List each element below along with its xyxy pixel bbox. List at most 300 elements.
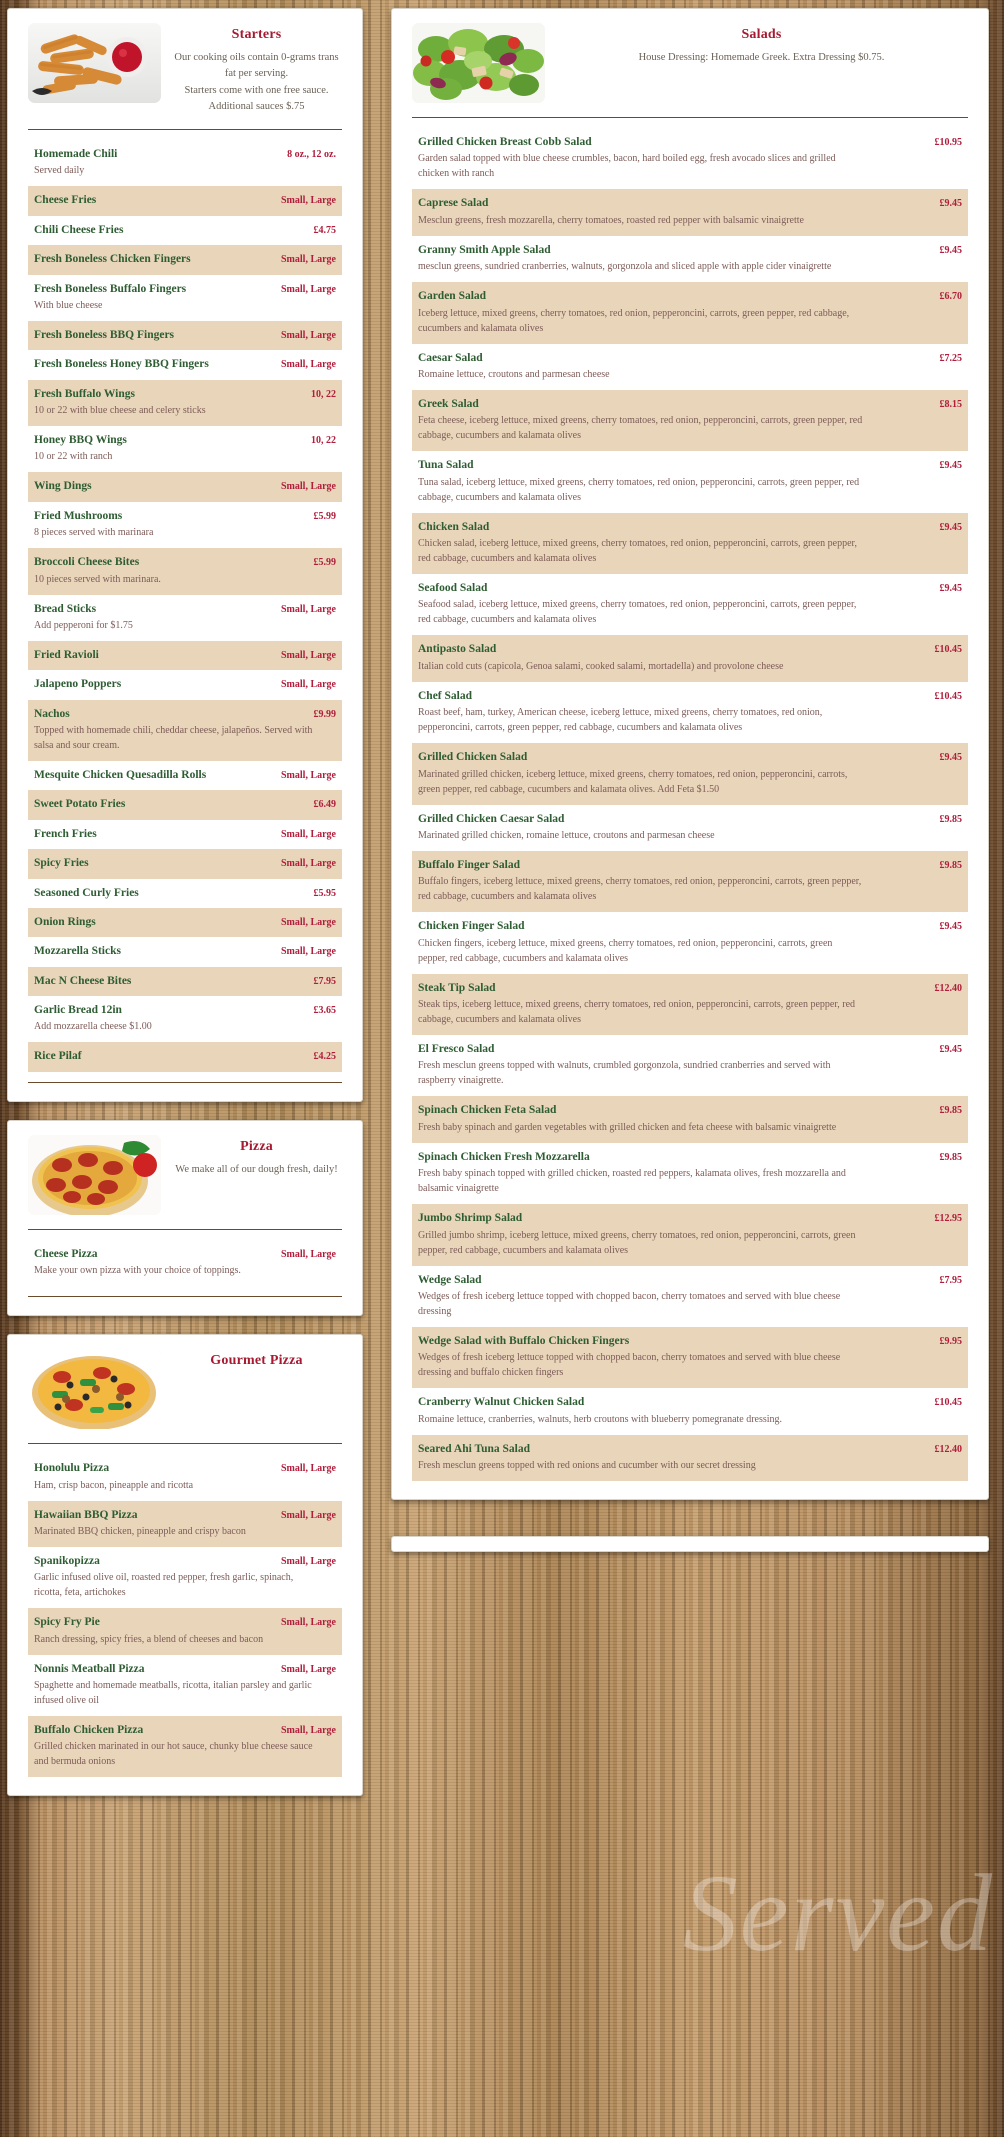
menu-item-price: Small, Large bbox=[281, 1617, 336, 1629]
menu-item-price: Small, Large bbox=[281, 679, 336, 691]
menu-item-header bbox=[418, 1395, 962, 1409]
supreme-pizza-photo bbox=[28, 1349, 161, 1429]
menu-item-description: Wedges of fresh iceberg lettuce topped with chopped bacon, cherry tomatoes and served with blue cheese dressing bbox=[418, 1290, 841, 1317]
menu-item-name: Seasoned Curly Fries bbox=[34, 886, 139, 899]
menu-item-price: £9.85 bbox=[939, 1105, 962, 1117]
menu-item-price: Small, Large bbox=[281, 649, 336, 661]
menu-item-description: Ham, crisp bacon, pineapple and ricotta bbox=[34, 1479, 194, 1491]
menu-item-name: Bread Sticks bbox=[34, 602, 97, 615]
menu-item-header bbox=[418, 689, 962, 703]
menu-item-name: Nachos bbox=[34, 707, 70, 720]
menu-item-row[interactable] bbox=[28, 321, 342, 350]
menu-item-row[interactable] bbox=[28, 1716, 342, 1777]
menu-item-description: Feta cheese, iceberg lettuce, mixed greens, cherry tomatoes, red onion, pepperoncini, carrots, green pepper, red cabbage, cucumbers and kalamata olives bbox=[418, 415, 863, 442]
menu-item-description: Garlic infused olive oil, roasted red pepper, fresh garlic, spinach, ricotta, feta, artichokes bbox=[34, 1572, 294, 1599]
menu-item-description: Served daily bbox=[34, 165, 85, 177]
menu-item-price: £4.25 bbox=[313, 1051, 336, 1063]
menu-item-row[interactable] bbox=[28, 502, 342, 548]
menu-item-description: Romaine lettuce, cranberries, walnuts, herb croutons with blueberry pomegranate dressing. bbox=[418, 1413, 783, 1425]
menu-item-row[interactable] bbox=[28, 670, 342, 699]
menu-item-price: £9.85 bbox=[939, 859, 962, 871]
menu-item-price: 10, 22 bbox=[311, 388, 336, 400]
menu-item-price: £10.45 bbox=[934, 690, 962, 702]
menu-item-price: Small, Large bbox=[281, 1509, 336, 1521]
menu-item-header bbox=[418, 196, 962, 210]
menu-item-price: £10.45 bbox=[934, 1397, 962, 1409]
menu-item-description: 8 pieces served with marinara bbox=[34, 527, 154, 539]
menu-item-price: £3.65 bbox=[313, 1005, 336, 1017]
menu-item-header bbox=[418, 1103, 962, 1117]
menu-item-name: Buffalo Chicken Pizza bbox=[34, 1724, 144, 1737]
menu-item-name: Fried Ravioli bbox=[34, 648, 99, 661]
menu-item-price: £6.70 bbox=[939, 291, 962, 303]
divider bbox=[28, 129, 342, 130]
menu-item-price: £9.95 bbox=[939, 1335, 962, 1347]
menu-item-price: Small, Large bbox=[281, 1663, 336, 1675]
menu-item-header bbox=[418, 351, 962, 365]
menu-item-price: Small, Large bbox=[281, 770, 336, 782]
menu-item-row[interactable] bbox=[28, 426, 342, 472]
menu-item-price: £9.45 bbox=[939, 244, 962, 256]
menu-item-header bbox=[34, 768, 336, 782]
section-notes bbox=[171, 1162, 342, 1178]
menu-item-header bbox=[34, 944, 336, 958]
menu-item-header bbox=[418, 1273, 962, 1287]
menu-item-name: Sweet Potato Fries bbox=[34, 798, 126, 811]
menu-item-name: Wedge Salad bbox=[418, 1273, 482, 1286]
menu-item-row[interactable] bbox=[28, 216, 342, 245]
menu-item-row[interactable] bbox=[412, 1435, 968, 1481]
menu-item-description: Make your own pizza with your choice of toppings. bbox=[34, 1265, 241, 1277]
menu-item-description: Steak tips, iceberg lettuce, mixed greens, cherry tomatoes, red onion, pepperoncini, carrots, green pepper, red cabbage, cucumbers and kalamata olives bbox=[418, 999, 856, 1025]
pepperoni-pizza-photo bbox=[28, 1135, 161, 1215]
menu-item-description: Mesclun greens, fresh mozzarella, cherry tomatoes, roasted red pepper with balsamic vinaigrette bbox=[418, 214, 804, 226]
menu-item-price: Small, Large bbox=[281, 1248, 336, 1260]
menu-item-header bbox=[34, 223, 336, 237]
menu-item-name: Seafood Salad bbox=[418, 582, 488, 594]
menu-item-description: Add pepperoni for $1.75 bbox=[34, 619, 133, 631]
menu-item-price: 10, 22 bbox=[311, 435, 336, 447]
menu-item-header bbox=[34, 648, 336, 662]
menu-item-name: Spicy Fries bbox=[34, 857, 89, 870]
menu-item-row[interactable] bbox=[412, 513, 968, 574]
section-text-salads bbox=[555, 23, 968, 66]
menu-item-header bbox=[34, 974, 336, 988]
menu-item-row[interactable] bbox=[412, 236, 968, 282]
menu-item-price: Small, Large bbox=[281, 916, 336, 928]
menu-item-price: £9.45 bbox=[939, 198, 962, 210]
menu-item-price: £8.15 bbox=[939, 398, 962, 410]
menu-item-description: Wedges of fresh iceberg lettuce topped with chopped bacon, cherry tomatoes and served with blue cheese dressing and buffalo chicken fingers bbox=[418, 1352, 841, 1379]
menu-item-header bbox=[34, 1247, 336, 1261]
menu-item-name: Tuna Salad bbox=[418, 459, 474, 472]
menu-item-name: Grilled Chicken Salad bbox=[418, 751, 528, 764]
menu-item-row[interactable] bbox=[412, 1266, 968, 1327]
menu-item-price: Small, Large bbox=[281, 1463, 336, 1475]
menu-item-name: Broccoli Cheese Bites bbox=[34, 556, 140, 569]
menu-item-header bbox=[34, 1508, 336, 1522]
menu-item-row[interactable] bbox=[412, 189, 968, 235]
menu-item-header bbox=[34, 1662, 336, 1676]
menu-item-name: Wedge Salad with Buffalo Chicken Fingers bbox=[418, 1334, 630, 1347]
menu-item-row[interactable] bbox=[28, 820, 342, 849]
menu-item-header bbox=[418, 397, 962, 411]
menu-item-row[interactable] bbox=[412, 743, 968, 804]
menu-item-name: Jumbo Shrimp Salad bbox=[418, 1212, 523, 1225]
menu-item-header bbox=[34, 827, 336, 841]
menu-item-price: £7.95 bbox=[939, 1274, 962, 1286]
menu-item-price: £9.99 bbox=[313, 708, 336, 720]
section-note-line: House Dressing: Homemade Greek. Extra Dressing $0.75. bbox=[638, 52, 885, 63]
menu-item-row[interactable] bbox=[28, 967, 342, 996]
menu-item-name: Nonnis Meatball Pizza bbox=[34, 1662, 145, 1675]
menu-item-header bbox=[34, 509, 336, 523]
section-panel-gourmet-pizza bbox=[7, 1334, 363, 1796]
next-section-panel-stub bbox=[391, 1536, 989, 1552]
section-notes bbox=[171, 50, 342, 115]
menu-item-row[interactable] bbox=[28, 548, 342, 594]
watermark: Served bbox=[682, 1852, 994, 1974]
item-list-pizza bbox=[28, 1240, 342, 1286]
menu-item-name: Fresh Boneless Honey BBQ Fingers bbox=[34, 358, 209, 371]
menu-item-header bbox=[34, 479, 336, 493]
menu-item-row[interactable] bbox=[412, 1327, 968, 1388]
menu-item-price: £5.99 bbox=[313, 557, 336, 569]
menu-item-header bbox=[418, 642, 962, 656]
menu-item-name: Garlic Bread 12in bbox=[34, 1004, 122, 1017]
menu-item-price: £9.45 bbox=[939, 1044, 962, 1055]
menu-item-header bbox=[34, 433, 336, 447]
menu-item-row[interactable] bbox=[28, 879, 342, 908]
menu-item-description: Marinated grilled chicken, iceberg lettuce, mixed greens, cherry tomatoes, red onion, pepperoncini, carrots, green pepper, red cabbage, cucumbers and kalamata olives. Add Feta $1.50 bbox=[418, 768, 848, 795]
menu-item-description: Fresh baby spinach topped with grilled chicken, roasted red peppers, kalamata olives, fresh mozzarella and balsamic vinaigrette bbox=[418, 1168, 846, 1195]
section-text-starters bbox=[171, 23, 342, 115]
menu-item-header bbox=[34, 856, 336, 870]
menu-item-header bbox=[34, 193, 336, 207]
menu-item-name: Homemade Chili bbox=[34, 148, 118, 161]
menu-item-description: Fresh mesclun greens topped with walnuts, crumbled gorgonzola, sundried cranberries and served with raspberry vinaigrette. bbox=[418, 1060, 831, 1087]
menu-item-price: £10.95 bbox=[934, 137, 962, 148]
menu-item-name: French Fries bbox=[34, 827, 97, 840]
menu-item-header bbox=[418, 289, 962, 303]
divider bbox=[28, 1229, 342, 1230]
menu-item-name: Granny Smith Apple Salad bbox=[418, 243, 551, 256]
menu-item-name: Cheese Pizza bbox=[34, 1247, 98, 1260]
menu-item-description: 10 or 22 with blue cheese and celery sticks bbox=[34, 405, 206, 417]
menu-item-header bbox=[418, 919, 962, 933]
menu-item-header bbox=[418, 1211, 962, 1225]
section-note-line: Our cooking oils contain 0-grams trans fat per serving. bbox=[174, 52, 339, 80]
menu-item-name: Fresh Boneless Buffalo Fingers bbox=[34, 282, 187, 295]
menu-item-name: Cranberry Walnut Chicken Salad bbox=[418, 1396, 585, 1409]
section-title: Salads bbox=[741, 27, 782, 42]
menu-item-price: Small, Large bbox=[281, 329, 336, 341]
menu-item-header bbox=[418, 458, 962, 472]
menu-item-header bbox=[34, 1615, 336, 1629]
menu-item-row[interactable] bbox=[412, 1143, 968, 1204]
item-list-gourmet-pizza bbox=[28, 1454, 342, 1777]
menu-item-row[interactable] bbox=[412, 1204, 968, 1265]
menu-item-header bbox=[34, 1049, 336, 1063]
section-note-line: We make all of our dough fresh, daily! bbox=[175, 1163, 338, 1175]
menu-item-description: Romaine lettuce, croutons and parmesan cheese bbox=[418, 368, 610, 380]
menu-item-header bbox=[34, 1723, 336, 1737]
menu-item-price: Small, Large bbox=[281, 254, 336, 266]
menu-item-name: Mac N Cheese Bites bbox=[34, 974, 132, 987]
menu-item-price: Small, Large bbox=[281, 481, 336, 493]
menu-item-description: Tuna salad, iceberg lettuce, mixed greens, cherry tomatoes, red onion, pepperoncini, carrots, green pepper, red cabbage, cucumbers and kalamata olives bbox=[418, 476, 860, 503]
menu-item-row[interactable] bbox=[28, 790, 342, 819]
menu-item-price: Small, Large bbox=[281, 858, 336, 870]
menu-item-row[interactable] bbox=[28, 1240, 342, 1286]
menu-item-price: £9.85 bbox=[939, 813, 962, 825]
section-text-pizza bbox=[171, 1135, 342, 1178]
section-header-pizza bbox=[28, 1135, 342, 1225]
menu-item-description: Fresh mesclun greens topped with red onions and cucumber with our secret dressing bbox=[418, 1460, 756, 1471]
menu-item-row[interactable] bbox=[28, 1608, 342, 1654]
menu-item-row[interactable] bbox=[28, 1454, 342, 1500]
menu-item-row[interactable] bbox=[412, 974, 968, 1035]
menu-item-price: £9.45 bbox=[939, 752, 962, 764]
menu-item-price: £9.45 bbox=[939, 583, 962, 594]
menu-item-description: Garden salad topped with blue cheese crumbles, bacon, hard boiled egg, fresh avocado slices and grilled chicken with ranch bbox=[418, 153, 836, 180]
menu-item-price: £12.95 bbox=[934, 1213, 962, 1225]
menu-item-description: 10 pieces served with marinara. bbox=[34, 573, 161, 585]
menu-item-price: Small, Large bbox=[281, 1555, 336, 1567]
menu-item-header bbox=[34, 1003, 336, 1017]
menu-item-header bbox=[418, 981, 962, 995]
menu-item-row[interactable] bbox=[28, 849, 342, 878]
menu-item-description: mesclun greens, sundried cranberries, walnuts, gorgonzola and sliced apple with apple cider vinaigrette bbox=[418, 261, 832, 273]
menu-item-row[interactable] bbox=[28, 140, 342, 186]
menu-item-price: £6.49 bbox=[313, 799, 336, 811]
menu-item-name: Antipasto Salad bbox=[418, 643, 497, 656]
menu-item-name: Caesar Salad bbox=[418, 351, 483, 364]
menu-item-header bbox=[418, 1042, 962, 1056]
menu-item-row[interactable] bbox=[28, 937, 342, 966]
menu-item-description: With blue cheese bbox=[34, 299, 103, 311]
menu-item-row[interactable] bbox=[412, 805, 968, 851]
menu-item-header bbox=[418, 1150, 962, 1164]
menu-item-price: £10.45 bbox=[934, 644, 962, 656]
section-panel-pizza bbox=[7, 1120, 363, 1316]
menu-item-row[interactable] bbox=[28, 1042, 342, 1071]
menu-item-header bbox=[34, 328, 336, 342]
menu-item-price: £5.99 bbox=[313, 510, 336, 522]
menu-item-name: Honey BBQ Wings bbox=[34, 434, 127, 447]
divider-bottom bbox=[28, 1296, 342, 1297]
menu-item-name: Jalapeno Poppers bbox=[34, 678, 122, 691]
menu-item-price: 8 oz., 12 oz. bbox=[287, 149, 336, 161]
menu-item-name: Hawaiian BBQ Pizza bbox=[34, 1508, 138, 1521]
menu-item-name: Mesquite Chicken Quesadilla Rolls bbox=[34, 769, 207, 782]
menu-item-header bbox=[34, 282, 336, 296]
menu-item-header bbox=[418, 520, 962, 534]
menu-item-name: Chicken Salad bbox=[418, 520, 490, 533]
menu-item-row[interactable] bbox=[28, 1501, 342, 1547]
section-title: Starters bbox=[231, 27, 282, 42]
menu-item-name: Chef Salad bbox=[418, 689, 472, 702]
menu-item-row[interactable] bbox=[412, 344, 968, 390]
menu-item-description: Grilled chicken marinated in our hot sauce, chunky blue cheese sauce and bermuda onions bbox=[34, 1741, 313, 1768]
menu-item-row[interactable] bbox=[412, 1096, 968, 1142]
menu-item-description: Buffalo fingers, iceberg lettuce, mixed greens, cherry tomatoes, red onion, pepperoncini, carrots, green pepper, red cabbage, cucumbers and kalamata olives bbox=[418, 876, 862, 903]
menu-item-description: Italian cold cuts (capicola, Genoa salami, cooked salami, mortadella) and provolone cheese bbox=[418, 660, 784, 672]
menu-item-row[interactable] bbox=[28, 245, 342, 274]
menu-item-row[interactable] bbox=[412, 451, 968, 512]
menu-item-price: £7.95 bbox=[313, 975, 336, 987]
menu-item-row[interactable] bbox=[28, 595, 342, 641]
menu-item-name: Chili Cheese Fries bbox=[34, 223, 124, 236]
menu-item-header bbox=[34, 1461, 336, 1475]
menu-item-row[interactable] bbox=[28, 1547, 342, 1608]
menu-item-name: Rice Pilaf bbox=[34, 1050, 82, 1063]
item-list-starters bbox=[28, 140, 342, 1072]
right-column bbox=[391, 8, 989, 1552]
menu-item-name: Wing Dings bbox=[34, 480, 92, 493]
divider bbox=[28, 1443, 342, 1444]
menu-item-row[interactable] bbox=[28, 996, 342, 1042]
section-header-gourmet-pizza bbox=[28, 1349, 342, 1439]
menu-item-header bbox=[34, 1554, 336, 1568]
section-title: Gourmet Pizza bbox=[210, 1353, 303, 1369]
menu-item-price: £4.75 bbox=[313, 224, 336, 236]
menu-item-header bbox=[418, 858, 962, 872]
menu-item-header bbox=[34, 886, 336, 900]
menu-item-header bbox=[34, 387, 336, 401]
menu-item-price: £9.45 bbox=[939, 921, 962, 933]
menu-item-description: Marinated BBQ chicken, pineapple and crispy bacon bbox=[34, 1525, 246, 1537]
menu-item-row[interactable] bbox=[28, 1655, 342, 1716]
fried-mozzarella-sticks-photo bbox=[28, 23, 161, 103]
menu-item-name: Chicken Finger Salad bbox=[418, 920, 525, 933]
menu-item-description: Roast beef, ham, turkey, American cheese, iceberg lettuce, mixed greens, cherry tomatoes, red onion, pepperoncini, carrots, green pepper, red cabbage, cucumbers and kalamata olives bbox=[418, 707, 823, 734]
menu-item-name: Spinach Chicken Feta Salad bbox=[418, 1104, 557, 1117]
item-list-salads bbox=[412, 128, 968, 1481]
menu-item-header bbox=[418, 581, 962, 595]
left-column bbox=[7, 8, 363, 1796]
menu-item-header bbox=[34, 797, 336, 811]
garden-salad-photo bbox=[412, 23, 545, 103]
menu-item-name: Cheese Fries bbox=[34, 194, 97, 207]
menu-item-header bbox=[34, 602, 336, 616]
menu-item-price: £7.25 bbox=[939, 352, 962, 364]
menu-item-row[interactable] bbox=[412, 128, 968, 189]
menu-item-row[interactable] bbox=[28, 186, 342, 215]
menu-item-name: Onion Rings bbox=[34, 915, 96, 928]
menu-item-header bbox=[34, 915, 336, 929]
menu-item-price: Small, Large bbox=[281, 603, 336, 615]
menu-item-row[interactable] bbox=[412, 1388, 968, 1434]
menu-item-name: Caprese Salad bbox=[418, 197, 489, 210]
menu-item-row[interactable] bbox=[28, 275, 342, 321]
menu-item-row[interactable] bbox=[28, 700, 342, 761]
divider-bottom bbox=[28, 1082, 342, 1083]
menu-item-row[interactable] bbox=[28, 350, 342, 379]
menu-item-price: Small, Large bbox=[281, 828, 336, 840]
menu-item-row[interactable] bbox=[28, 380, 342, 426]
section-panel-starters bbox=[7, 8, 363, 1102]
menu-item-header bbox=[418, 1442, 962, 1456]
menu-item-row[interactable] bbox=[412, 390, 968, 451]
menu-item-name: Fresh Boneless Chicken Fingers bbox=[34, 253, 191, 266]
section-header-salads bbox=[412, 23, 968, 113]
menu-item-description: Seafood salad, iceberg lettuce, mixed greens, cherry tomatoes, red onion, pepperoncini, carrots, green pepper, red cabbage, cucumbers and kalamata olives bbox=[418, 599, 857, 626]
section-note-line: Starters come with one free sauce. Additional sauces $.75 bbox=[184, 84, 329, 112]
menu-item-header bbox=[418, 135, 962, 149]
section-notes bbox=[555, 50, 968, 66]
menu-item-header bbox=[34, 252, 336, 266]
menu-item-description: Ranch dressing, spicy fries, a blend of cheeses and bacon bbox=[34, 1633, 264, 1645]
divider bbox=[412, 117, 968, 118]
menu-item-row[interactable] bbox=[412, 282, 968, 343]
menu-item-header bbox=[34, 147, 336, 161]
menu-item-row[interactable] bbox=[412, 912, 968, 973]
menu-item-name: Grilled Chicken Breast Cobb Salad bbox=[418, 136, 592, 148]
menu-item-name: Buffalo Finger Salad bbox=[418, 858, 521, 871]
menu-item-name: Garden Salad bbox=[418, 290, 487, 303]
menu-item-price: Small, Large bbox=[281, 283, 336, 295]
menu-item-description: Iceberg lettuce, mixed greens, cherry tomatoes, red onion, pepperoncini, carrots, green pepper, red cabbage, cucumbers and kalamata olives bbox=[418, 307, 850, 334]
menu-item-name: Grilled Chicken Caesar Salad bbox=[418, 812, 565, 825]
menu-item-price: £5.95 bbox=[313, 887, 336, 899]
menu-item-price: Small, Large bbox=[281, 195, 336, 207]
menu-item-price: £12.40 bbox=[934, 1443, 962, 1455]
menu-item-row[interactable] bbox=[28, 908, 342, 937]
menu-item-header bbox=[418, 750, 962, 764]
menu-item-name: Seared Ahi Tuna Salad bbox=[418, 1442, 530, 1455]
menu-item-price: £9.45 bbox=[939, 521, 962, 533]
menu-item-header bbox=[34, 707, 336, 721]
menu-item-name: Fresh Buffalo Wings bbox=[34, 387, 135, 400]
menu-item-price: Small, Large bbox=[281, 1725, 336, 1737]
menu-item-description: Spaghette and homemade meatballs, ricotta, italian parsley and garlic infused olive oil bbox=[34, 1680, 312, 1707]
menu-item-name: Spicy Fry Pie bbox=[34, 1616, 100, 1629]
menu-item-name: Fried Mushrooms bbox=[34, 509, 123, 522]
menu-item-name: Spinach Chicken Fresh Mozzarella bbox=[418, 1150, 590, 1163]
menu-item-price: Small, Large bbox=[281, 359, 336, 371]
menu-item-header bbox=[418, 243, 962, 257]
menu-item-row[interactable] bbox=[412, 851, 968, 912]
menu-item-row[interactable] bbox=[412, 635, 968, 681]
menu-item-description: Grilled jumbo shrimp, iceberg lettuce, mixed greens, cherry tomatoes, red onion, pepperoncini, carrots, green pepper, red cabbage, cucumbers and kalamata olives bbox=[418, 1229, 856, 1256]
menu-item-name: Mozzarella Sticks bbox=[34, 945, 121, 958]
section-panel-salads bbox=[391, 8, 989, 1500]
menu-item-row[interactable] bbox=[28, 472, 342, 501]
menu-item-name: El Fresco Salad bbox=[418, 1043, 495, 1055]
menu-item-header bbox=[34, 555, 336, 569]
menu-item-row[interactable] bbox=[412, 1035, 968, 1096]
menu-item-name: Spanikopizza bbox=[34, 1554, 100, 1567]
menu-item-price: Small, Large bbox=[281, 946, 336, 958]
menu-item-price: £9.85 bbox=[939, 1151, 962, 1163]
menu-item-name: Steak Tip Salad bbox=[418, 981, 496, 994]
menu-item-row[interactable] bbox=[28, 641, 342, 670]
menu-item-header bbox=[34, 357, 336, 371]
menu-item-description: Marinated grilled chicken, romaine lettuce, croutons and parmesan cheese bbox=[418, 829, 715, 841]
menu-item-description: 10 or 22 with ranch bbox=[34, 451, 113, 463]
menu-item-description: Fresh baby spinach and garden vegetables with grilled chicken and feta cheese with balsamic vinaigrette bbox=[418, 1121, 837, 1133]
menu-item-header bbox=[34, 677, 336, 691]
section-title: Pizza bbox=[240, 1138, 273, 1154]
menu-item-name: Fresh Boneless BBQ Fingers bbox=[34, 328, 175, 341]
menu-item-description: Add mozzarella cheese $1.00 bbox=[34, 1021, 152, 1033]
menu-item-description: Chicken salad, iceberg lettuce, mixed greens, cherry tomatoes, red onion, pepperoncini, carrots, green pepper, red cabbage, cucumbers and kalamata olives bbox=[418, 538, 857, 564]
menu-item-row[interactable] bbox=[412, 574, 968, 635]
menu-item-row[interactable] bbox=[28, 761, 342, 790]
menu-item-header bbox=[418, 812, 962, 826]
menu-item-row[interactable] bbox=[412, 682, 968, 743]
